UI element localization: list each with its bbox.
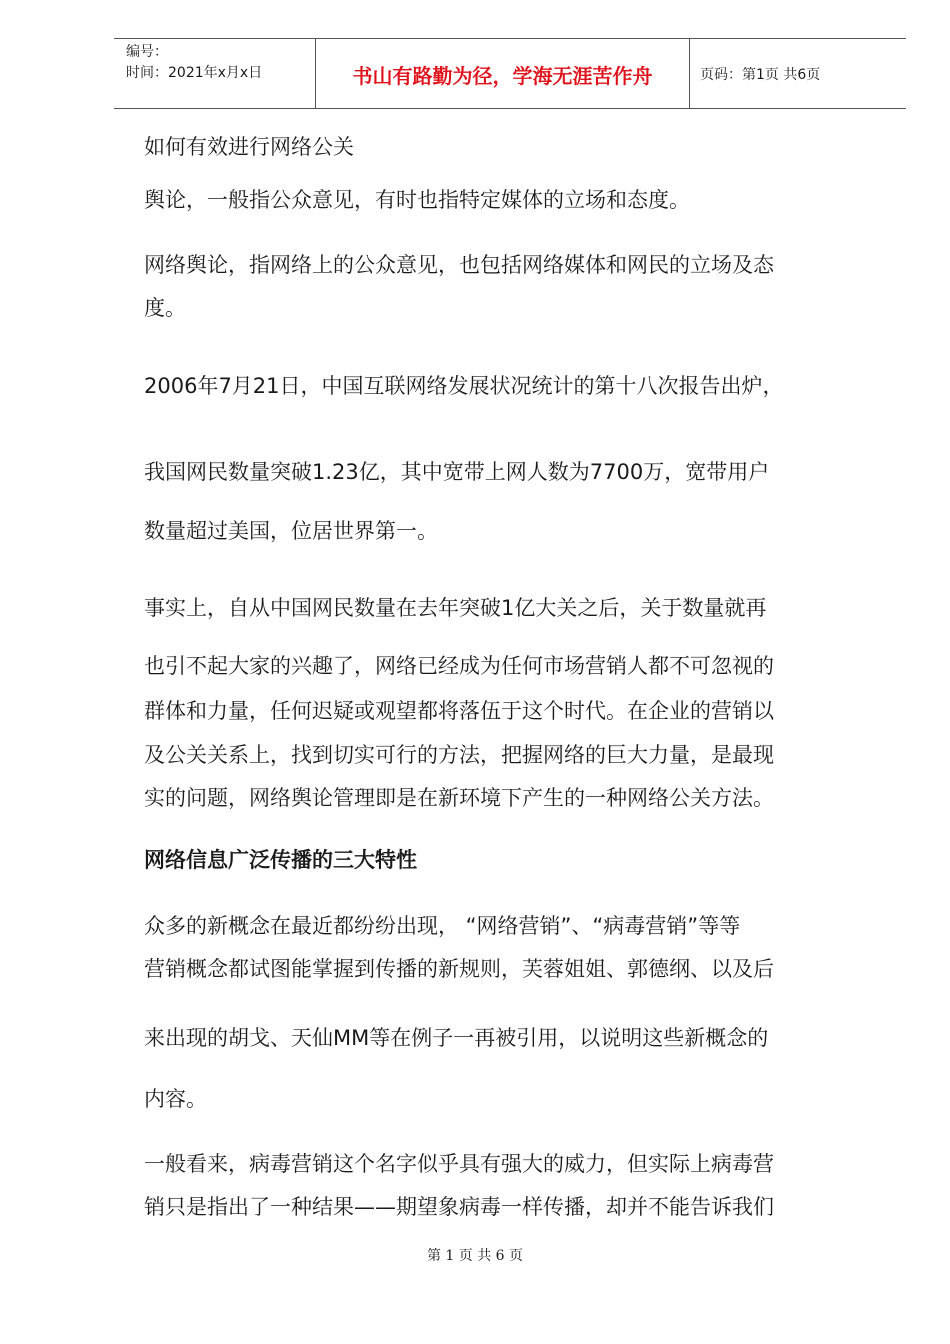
document-title: 如何有效进行网络公关 (144, 135, 354, 159)
paragraph-line: 一般看来，病毒营销这个名字似乎具有强大的威力，但实际上病毒营 (144, 1152, 774, 1176)
page-footer: 第 1 页 共 6 页 (426, 1248, 524, 1264)
paragraph-line: 事实上，自从中国网民数量在去年突破1亿大关之后，关于数量就再 (144, 596, 767, 620)
paragraph-line: 数量超过美国，位居世界第一。 (144, 519, 438, 543)
paragraph-line: 众多的新概念在最近都纷纷出现， “网络营销”、“病毒营销”等等 (144, 914, 741, 938)
paragraph-line: 我国网民数量突破1.23亿，其中宽带上网人数为7700万，宽带用户 (144, 460, 770, 484)
paragraph-line: 营销概念都试图能掌握到传播的新规则，芙蓉姐姐、郭德纲、以及后 (144, 957, 774, 981)
paragraph-line: 网络舆论，指网络上的公众意见，也包括网络媒体和网民的立场及态 (144, 253, 774, 277)
paragraph-line: 来出现的胡戈、天仙MM等在例子一再被引用，以说明这些新概念的 (144, 1026, 769, 1050)
paragraph-line: 内容。 (144, 1087, 207, 1111)
page-header (114, 38, 906, 109)
number-label: 编号： (126, 44, 168, 60)
header-motto: 书山有路勤为径，学海无涯苦作舟 (316, 39, 690, 108)
section-heading: 网络信息广泛传播的三大特性 (144, 848, 417, 872)
paragraph-line: 群体和力量，任何迟疑或观望都将落伍于这个时代。在企业的营销以 (144, 699, 774, 723)
header-page-info: 页码：第1页 共6页 (700, 66, 821, 83)
paragraph-line: 舆论，一般指公众意见，有时也指特定媒体的立场和态度。 (144, 188, 690, 212)
paragraph-line: 2006年7月21日，中国互联网络发展状况统计的第十八次报告出炉， (144, 374, 784, 398)
paragraph-line: 实的问题，网络舆论管理即是在新环境下产生的一种网络公关方法。 (144, 786, 774, 810)
time-label: 时间：2021年x月x日 (126, 65, 263, 81)
paragraph-line: 度。 (144, 296, 186, 320)
paragraph-line: 也引不起大家的兴趣了，网络已经成为任何市场营销人都不可忽视的 (144, 654, 774, 678)
paragraph-line: 销只是指出了一种结果——期望象病毒一样传播，却并不能告诉我们 (144, 1195, 774, 1219)
header-meta (114, 39, 316, 108)
paragraph-line: 及公关关系上，找到切实可行的方法，把握网络的巨大力量，是最现 (144, 743, 774, 767)
